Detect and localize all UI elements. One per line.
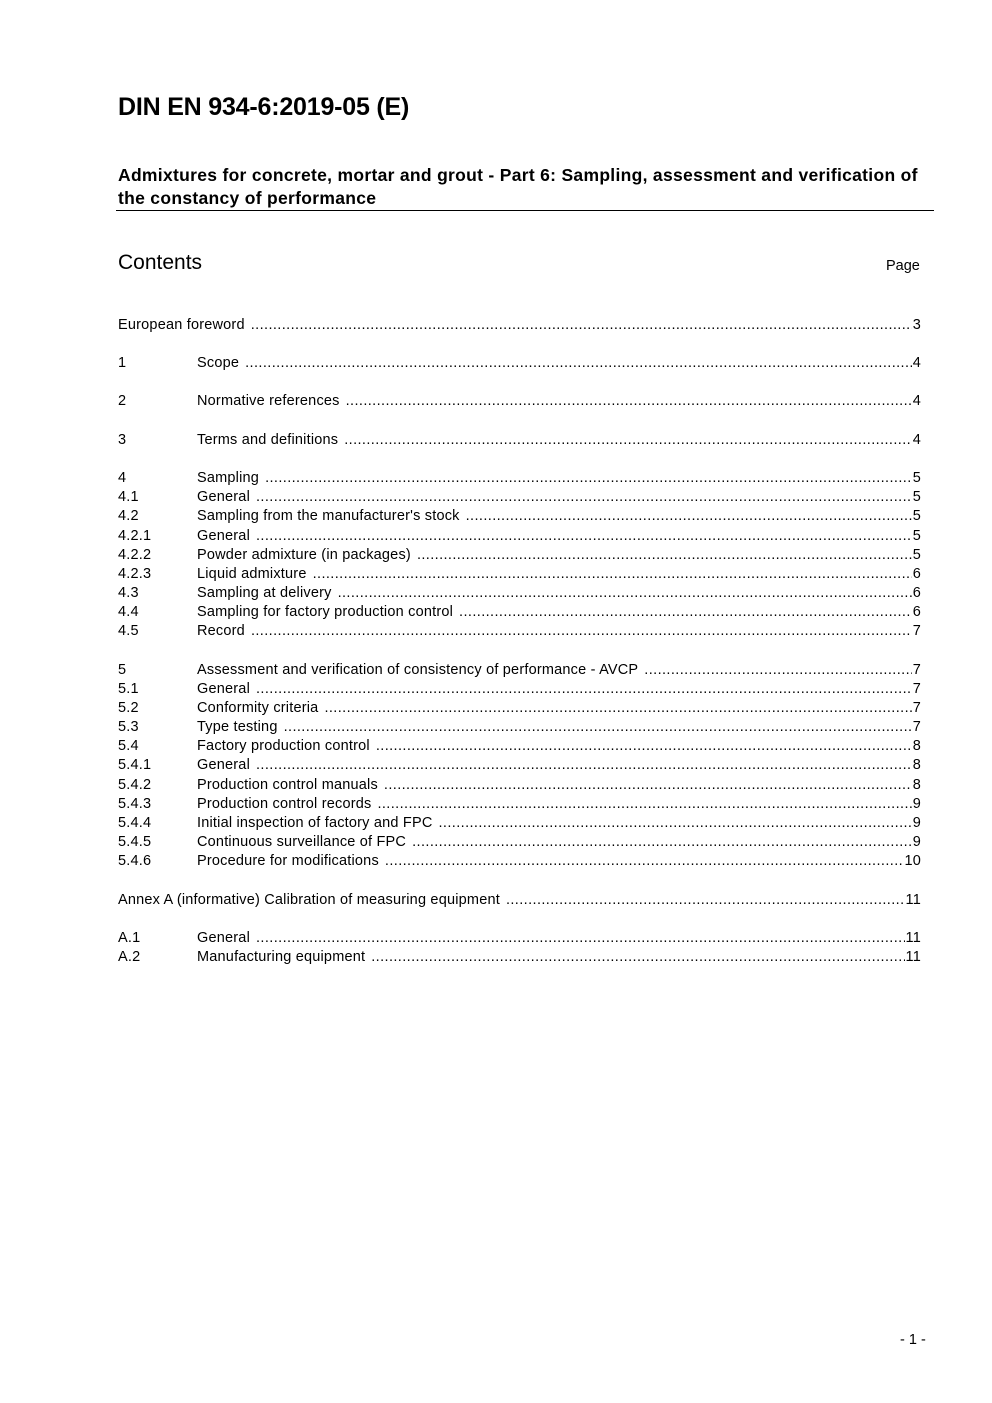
toc-entry[interactable] (118, 603, 921, 622)
toc-entry-page: 11 (905, 892, 921, 908)
toc-entry[interactable] (118, 776, 921, 795)
toc-entry[interactable] (118, 948, 921, 967)
toc-entry-number: 5.3 (118, 719, 139, 735)
toc-entry[interactable] (118, 833, 921, 852)
toc-entry[interactable] (118, 316, 921, 335)
toc-entry[interactable] (118, 622, 921, 641)
toc-entry-title: General (197, 528, 250, 544)
toc-entry-page: 6 (912, 566, 921, 582)
toc-entry[interactable] (118, 507, 921, 526)
toc-entry-number: 4.2.1 (118, 528, 152, 544)
toc-entry-number: 1 (118, 355, 127, 371)
footer-page-number: - 1 - (900, 1332, 926, 1348)
toc-entry-number: 5.4.2 (118, 777, 152, 793)
toc-dot-leader (376, 737, 912, 756)
toc-entry[interactable] (118, 546, 921, 565)
toc-entry[interactable] (118, 891, 921, 910)
toc-entry-number: 5.4.6 (118, 853, 152, 869)
toc-dot-leader (346, 392, 912, 411)
toc-entry-page: 7 (912, 700, 921, 716)
toc-dot-leader (251, 316, 912, 335)
toc-entry-title: General (197, 757, 250, 773)
toc-entry[interactable] (118, 392, 921, 411)
toc-entry-title: Type testing (197, 719, 278, 735)
toc-entry-page: 5 (912, 508, 921, 524)
toc-dot-leader (338, 584, 912, 603)
toc-entry-number: 4.5 (118, 623, 139, 639)
toc-entry-page: 7 (912, 623, 921, 639)
toc-entry-number: 5.4.1 (118, 757, 152, 773)
toc-entry-number: 4.4 (118, 604, 139, 620)
document-title: Admixtures for concrete, mortar and grout - Part 6: Sampling, assessment and verification of the constancy of performance (118, 165, 918, 208)
toc-entry-page: 9 (912, 796, 921, 812)
toc-entry-title: Production control manuals (197, 777, 378, 793)
toc-entry-number: A.2 (118, 949, 141, 965)
toc-dot-leader (256, 929, 905, 948)
toc-dot-leader (313, 565, 912, 584)
toc-entry-number: 4.2 (118, 508, 139, 524)
toc-entry-title: General (197, 681, 250, 697)
toc-entry[interactable] (118, 680, 921, 699)
toc-entry[interactable] (118, 661, 921, 680)
toc-entry-title: Powder admixture (in packages) (197, 547, 411, 563)
toc-dot-leader (265, 469, 912, 488)
toc-entry-page: 3 (912, 317, 921, 333)
toc-entry-number: A.1 (118, 930, 141, 946)
contents-heading: Contents (118, 251, 203, 274)
toc-entry-page: 6 (912, 585, 921, 601)
toc-dot-leader (506, 891, 905, 910)
toc-entry[interactable] (118, 565, 921, 584)
toc-entry-page: 4 (912, 432, 921, 448)
toc-entry-page: 9 (912, 834, 921, 850)
page-column-label: Page (886, 258, 920, 274)
toc-entry-number: 5.4.5 (118, 834, 152, 850)
toc-dot-leader (459, 603, 912, 622)
toc-dot-leader (412, 833, 912, 852)
toc-dot-leader (245, 354, 912, 373)
toc-entry-title: Assessment and verification of consistency of performance - AVCP (197, 662, 639, 678)
toc-entry-page: 8 (912, 757, 921, 773)
toc-entry-title: Initial inspection of factory and FPC (197, 815, 433, 831)
toc-entry[interactable] (118, 354, 921, 373)
toc-entry[interactable] (118, 756, 921, 775)
toc-entry-page: 11 (905, 949, 921, 965)
toc-dot-leader (324, 699, 911, 718)
toc-entry-title: Sampling for factory production control (197, 604, 454, 620)
toc-entry-title: Scope (197, 355, 240, 371)
toc-entry-title: Manufacturing equipment (197, 949, 366, 965)
toc-dot-leader (284, 718, 912, 737)
toc-entry-number: 4.2.2 (118, 547, 152, 563)
toc-dot-leader (256, 527, 912, 546)
toc-entry-page: 7 (912, 662, 921, 678)
toc-entry-title: Factory production control (197, 738, 370, 754)
toc-entry[interactable] (118, 527, 921, 546)
toc-entry-page: 11 (905, 930, 921, 946)
toc-entry-number: 4.2.3 (118, 566, 152, 582)
toc-dot-leader (466, 507, 912, 526)
toc-entry-title: Sampling from the manufacturer's stock (197, 508, 460, 524)
toc-entry-page: 6 (912, 604, 921, 620)
toc-entry-page: 4 (912, 355, 921, 371)
toc-entry-number: 5.4.4 (118, 815, 152, 831)
toc-entry-title: Conformity criteria (197, 700, 319, 716)
toc-dot-leader (644, 661, 911, 680)
toc-entry-number: 5.4 (118, 738, 139, 754)
toc-dot-leader (251, 622, 912, 641)
toc-entry[interactable] (118, 737, 921, 756)
toc-dot-leader (344, 431, 912, 450)
toc-entry-page: 5 (912, 470, 921, 486)
toc-entry-number: 4.1 (118, 489, 139, 505)
toc-entry-number: 3 (118, 432, 127, 448)
toc-entry-number: 2 (118, 393, 127, 409)
toc-entry[interactable] (118, 814, 921, 833)
toc-dot-leader (439, 814, 912, 833)
toc-entry[interactable] (118, 699, 921, 718)
toc-entry[interactable] (118, 469, 921, 488)
toc-entry-title: Production control records (197, 796, 372, 812)
toc-dot-leader (371, 948, 904, 967)
toc-entry-page: 4 (912, 393, 921, 409)
toc-entry-number: 4.3 (118, 585, 139, 601)
toc-entry-title: Sampling (197, 470, 260, 486)
toc-entry-number: 5.1 (118, 681, 139, 697)
toc-dot-leader (385, 852, 904, 871)
toc-entry-number: 4 (118, 470, 127, 486)
toc-entry[interactable] (118, 795, 921, 814)
toc-entry-title: Normative references (197, 393, 340, 409)
toc-dot-leader (384, 776, 912, 795)
toc-entry-number: 5.2 (118, 700, 139, 716)
toc-entry-page: 8 (912, 738, 921, 754)
toc-entry[interactable] (118, 718, 921, 737)
toc-entry-title: Terms and definitions (197, 432, 339, 448)
toc-entry[interactable] (118, 488, 921, 507)
toc-entry-title: General (197, 930, 250, 946)
toc-dot-leader (256, 680, 912, 699)
toc-entry-title: Record (197, 623, 245, 639)
toc-entry-page: 8 (912, 777, 921, 793)
toc-entry-page: 9 (912, 815, 921, 831)
toc-dot-leader (256, 488, 912, 507)
toc-entry-title: Continuous surveillance of FPC (197, 834, 407, 850)
toc-entry-page: 7 (912, 719, 921, 735)
toc-entry-title: General (197, 489, 250, 505)
toc-entry[interactable] (118, 852, 921, 871)
toc-entry[interactable] (118, 929, 921, 948)
toc-dot-leader (377, 795, 911, 814)
toc-entry-title: Procedure for modifications (197, 853, 379, 869)
toc-entry[interactable] (118, 584, 921, 603)
toc-entry-title: Liquid admixture (197, 566, 307, 582)
toc-entry-title: Sampling at delivery (197, 585, 332, 601)
toc-dot-leader (256, 756, 912, 775)
title-rule (116, 210, 934, 211)
toc-entry-number: 5 (118, 662, 127, 678)
toc-entry-title: Annex A (informative) Calibration of measuring equipment (118, 892, 500, 908)
document-id: DIN EN 934-6:2019-05 (E) (118, 93, 410, 121)
toc-entry-number: 5.4.3 (118, 796, 152, 812)
toc-entry-page: 5 (912, 489, 921, 505)
toc-entry-title: European foreword (118, 317, 245, 333)
toc-entry-page: 5 (912, 528, 921, 544)
toc-entry-page: 7 (912, 681, 921, 697)
toc-dot-leader (417, 546, 912, 565)
toc-entry[interactable] (118, 431, 921, 450)
toc-entry-page: 10 (904, 853, 921, 869)
toc-entry-page: 5 (912, 547, 921, 563)
